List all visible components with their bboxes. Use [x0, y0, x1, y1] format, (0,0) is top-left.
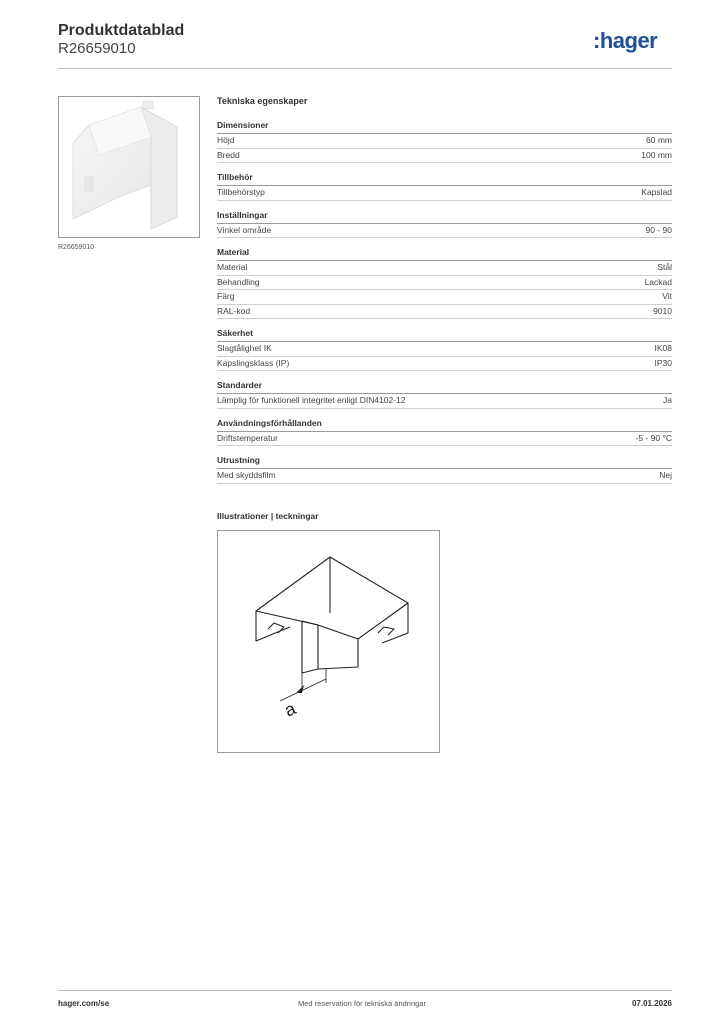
spec-group-title: Inställningar [217, 210, 672, 224]
spec-group [217, 380, 672, 409]
technical-drawing [217, 530, 440, 753]
spec-row [217, 149, 672, 164]
spec-group [217, 210, 672, 239]
spec-label: Kapslingsklass (IP) [217, 357, 290, 368]
spec-value: Stål [657, 262, 672, 272]
footer-divider [58, 990, 672, 991]
spec-group [217, 172, 672, 201]
spec-value: Lackad [644, 276, 672, 287]
spec-group [217, 247, 672, 319]
spec-row [217, 394, 672, 409]
footer-disclaimer: Med reservation för tekniska ändringar [298, 999, 426, 1008]
drawing-clip-left [268, 623, 284, 633]
spec-row [217, 342, 672, 357]
specs-heading: Tekniska egenskaper [217, 96, 308, 106]
spec-label: Driftstemperatur [217, 432, 278, 443]
spec-label: Höjd [217, 135, 235, 145]
hager-logo: :hager [593, 28, 658, 53]
spec-value: IP30 [654, 357, 672, 368]
drawing-inner-top [302, 621, 318, 625]
spec-row [217, 276, 672, 291]
product-image-caption: R26659010 [58, 244, 95, 251]
drawing-clip-right [378, 627, 394, 635]
spec-label: Lämplig för funktionell integritet enligt DIN4102-12 [217, 395, 406, 405]
spec-label: Färg [217, 291, 235, 301]
drawing-left-side [256, 611, 290, 641]
spec-row [217, 134, 672, 149]
drawing-svg [218, 531, 439, 752]
spec-label: RAL-kod [217, 305, 251, 316]
spec-label: Bredd [217, 149, 240, 160]
spec-row [217, 290, 672, 305]
spec-value: IK08 [654, 343, 672, 353]
spec-group [217, 328, 672, 371]
illustrations-heading: Illustrationer | teckningar [217, 511, 319, 521]
spec-label: Slagtålighet IK [217, 343, 272, 353]
footer-website-link[interactable]: hager.com/se [58, 999, 110, 1008]
dimension-line [280, 679, 326, 701]
spec-groups [217, 120, 672, 484]
page-title: Produktdatablad [58, 22, 185, 39]
drawing-inner-wall [302, 621, 318, 673]
spec-row [217, 186, 672, 201]
spec-label: Tillbehörstyp [217, 187, 265, 197]
spec-label: Material [217, 262, 248, 272]
spec-value: Nej [659, 470, 672, 480]
footer-date: 07.01.2026 [631, 999, 672, 1008]
spec-group-title: Användningsförhållanden [217, 418, 672, 432]
spec-group-title: Säkerhet [217, 328, 672, 342]
spec-row [217, 305, 672, 320]
spec-row [217, 357, 672, 372]
technical-specs [217, 96, 672, 493]
spec-group [217, 120, 672, 163]
spec-group-title: Utrustning [217, 455, 672, 469]
spec-label: Behandling [217, 276, 260, 287]
spec-value: 9010 [653, 305, 672, 316]
spec-label: Med skyddsfilm [217, 470, 276, 480]
product-photo-drawing [59, 97, 199, 237]
spec-group [217, 418, 672, 447]
spec-group-title: Dimensioner [217, 120, 672, 134]
spec-row [217, 224, 672, 239]
spec-label: Vinkel område [217, 224, 272, 235]
spec-value: 60 mm [646, 135, 672, 145]
spec-group-title: Standarder [217, 380, 672, 394]
product-reference: R26659010 [58, 40, 136, 57]
drawing-right-side [382, 603, 408, 643]
spec-group [217, 455, 672, 484]
spec-value: Kapslad [641, 187, 672, 197]
spec-value: -5 - 90 °C [635, 432, 672, 443]
dimension-arrow [296, 685, 304, 693]
spec-row [217, 432, 672, 447]
spec-value: 100 mm [641, 149, 672, 160]
spec-value: Vit [662, 291, 672, 301]
spec-group-title: Tillbehör [217, 172, 672, 186]
dimension-label: a [281, 698, 299, 721]
spec-group-title: Material [217, 247, 672, 261]
spec-row [217, 261, 672, 276]
spec-value: 90 - 90 [645, 224, 672, 235]
header-divider [58, 68, 672, 69]
product-image [58, 96, 200, 238]
spec-value: Ja [663, 395, 672, 405]
spec-row [217, 469, 672, 484]
